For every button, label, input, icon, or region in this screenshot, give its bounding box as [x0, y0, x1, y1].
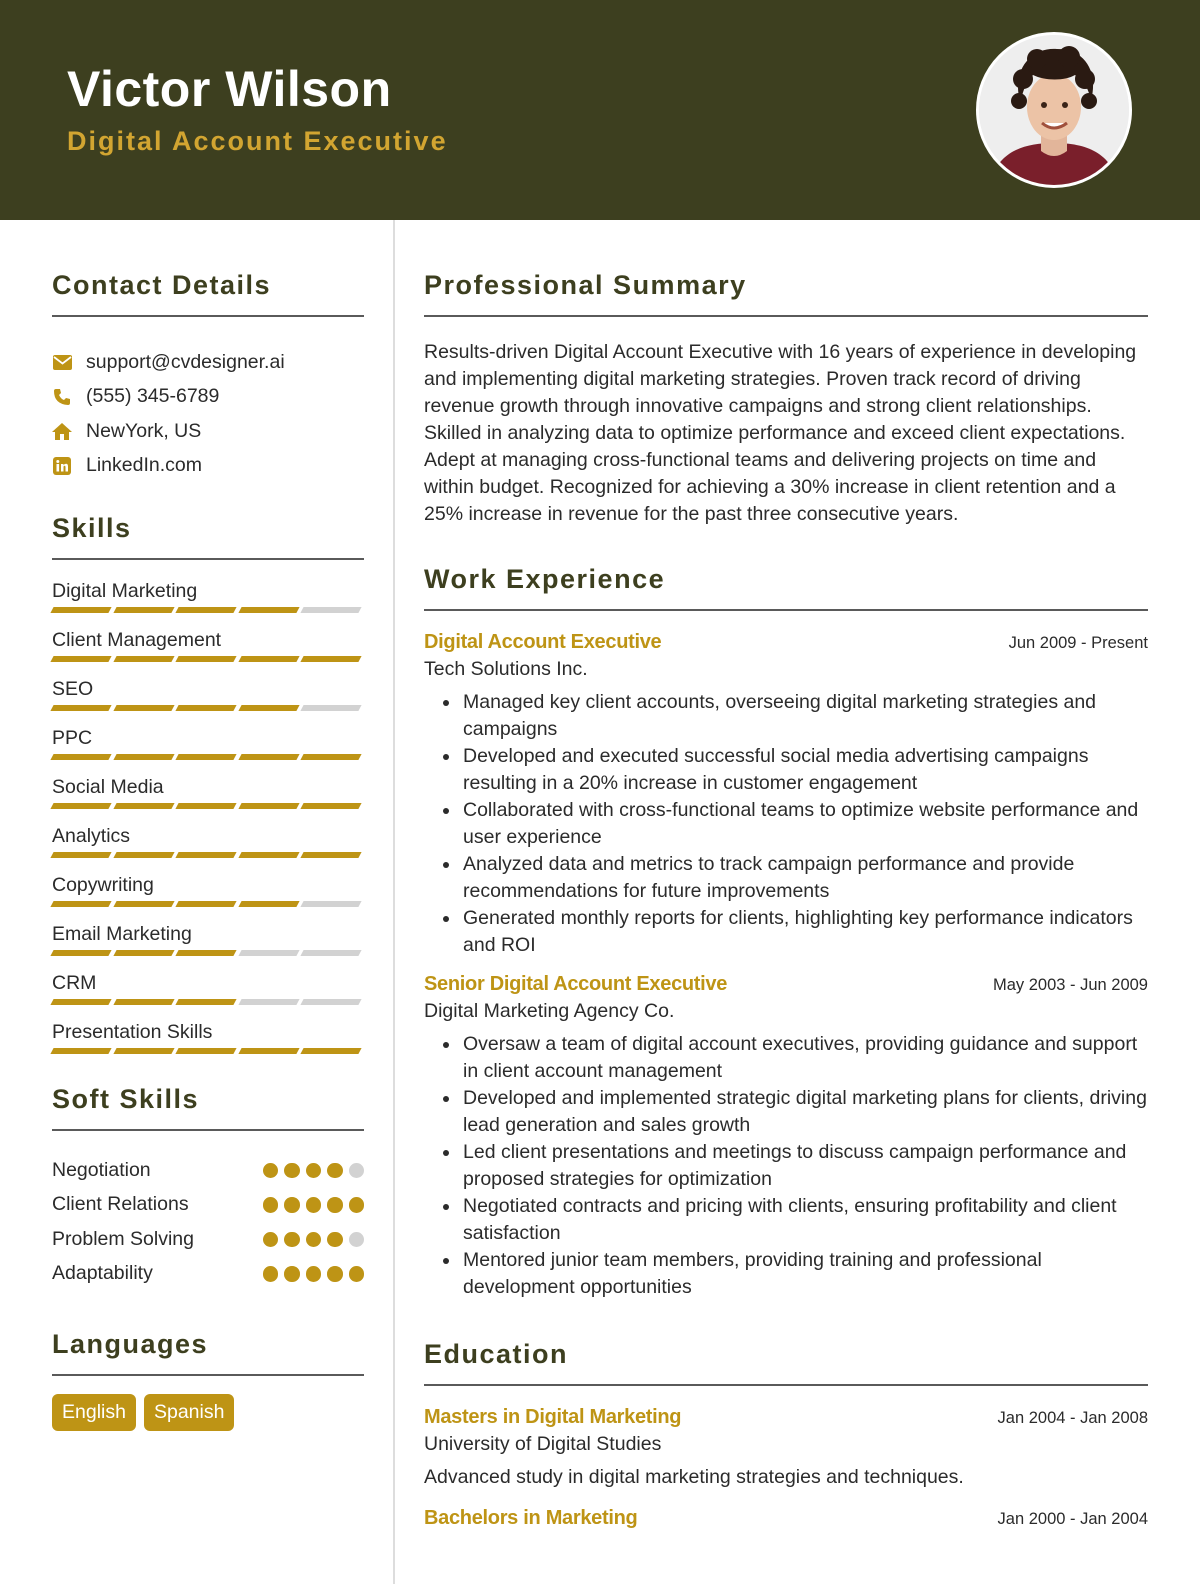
job-bullets [461, 689, 1148, 959]
job-bullet: • Negotiated contracts and pricing with clients, ensuring profitability and client satisfaction [461, 1193, 1148, 1247]
skill-level-segment [113, 705, 174, 711]
languages-section [52, 1329, 364, 1431]
summary-text: Results-driven Digital Account Executive with 16 years of experience in developing and implementing digital marketing strategies. Proven track record of driving revenue growth through innovative campaigns and strong client relationships. Skilled in analyzing data to optimize performance and exceed client expectations. Adept at managing cross-functional teams and delivering projects on time and within budget. Recognized for achieving a 30% increase in client retention and a 25% increase in revenue for the past three consecutive years. [424, 341, 1137, 525]
skill-name: SEO [52, 678, 94, 700]
soft-skill-rating [263, 1232, 365, 1248]
skills-heading: Skills [52, 513, 364, 560]
skill-item [52, 964, 364, 1013]
contact-heading: Contact Details [52, 270, 364, 317]
skill-level-segment [113, 852, 174, 858]
education-school: University of Digital Studies [424, 1433, 662, 1455]
contact-location [52, 414, 364, 449]
skill-level-segment [175, 705, 236, 711]
rating-dot [284, 1232, 300, 1248]
skill-level-segment [300, 1048, 361, 1054]
right-column [424, 220, 1148, 1530]
rating-dot [263, 1266, 279, 1282]
job-bullet: • Analyzed data and metrics to track campaign performance and provide recommendations for future improvements [461, 851, 1148, 905]
skill-level-bar [52, 803, 364, 809]
skill-level-bar [52, 999, 364, 1005]
summary-heading: Professional Summary [424, 270, 1148, 317]
education-degree: Masters in Digital Marketing [424, 1406, 682, 1428]
language-tag: English [52, 1394, 136, 1431]
contact-list [52, 345, 364, 483]
rating-dot [306, 1266, 322, 1282]
skill-item [52, 817, 364, 866]
soft-skill-name: Problem Solving [52, 1227, 194, 1250]
skill-item [52, 915, 364, 964]
contact-phone-text: (555) 345-6789 [86, 385, 220, 408]
soft-skill-rating [263, 1163, 365, 1179]
skill-level-segment [175, 803, 236, 809]
skill-name: Presentation Skills [52, 1021, 213, 1043]
skill-level-segment [238, 999, 299, 1005]
job-bullet: • Led client presentations and meetings to discuss campaign performance and proposed strategies for optimization [461, 1139, 1148, 1193]
education-description: Advanced study in digital marketing strategies and techniques. [424, 1466, 964, 1488]
skill-level-segment [50, 1048, 111, 1054]
home-icon [52, 421, 72, 441]
skill-level-bar [52, 705, 364, 711]
skill-level-segment [50, 803, 111, 809]
soft-skill-item [52, 1188, 364, 1223]
skill-item [52, 572, 364, 621]
language-tag: Spanish [144, 1394, 234, 1431]
rating-dot [306, 1232, 322, 1248]
soft-skill-item [52, 1257, 364, 1292]
skill-level-bar [52, 656, 364, 662]
skill-level-segment [175, 950, 236, 956]
left-column [52, 220, 364, 1431]
contact-email-text: support@cvdesigner.ai [86, 350, 285, 373]
skill-level-bar [52, 607, 364, 613]
skills-list [52, 572, 364, 1062]
education-degree: Bachelors in Marketing [424, 1507, 638, 1529]
job-bullet: • Managed key client accounts, overseeing digital marketing strategies and campaigns [461, 689, 1148, 743]
job-bullet: • Developed and executed successful social media advertising campaigns resulting in a 20% increase in customer engagement [461, 743, 1148, 797]
soft-skill-name: Client Relations [52, 1193, 189, 1216]
skill-name: Analytics [52, 825, 131, 847]
rating-dot [327, 1197, 343, 1213]
job-bullet: • Developed and implemented strategic digital marketing plans for clients, driving lead generation and sales growth [461, 1085, 1148, 1139]
education-section [424, 1339, 1148, 1530]
education-heading: Education [424, 1339, 1148, 1386]
skill-level-bar [52, 754, 364, 760]
skill-name: Client Management [52, 629, 222, 651]
skill-level-segment [238, 705, 299, 711]
skill-item [52, 866, 364, 915]
skill-level-segment [50, 607, 111, 613]
job-bullet: • Mentored junior team members, providing training and professional development opportunities [461, 1247, 1148, 1301]
skill-level-bar [52, 1048, 364, 1054]
skill-item [52, 670, 364, 719]
job-role: Digital Account Executive [424, 631, 662, 653]
skill-level-segment [50, 852, 111, 858]
skill-level-segment [50, 950, 111, 956]
job-bullet: • Collaborated with cross-functional teams to optimize website performance and user experience [461, 797, 1148, 851]
skill-level-segment [113, 999, 174, 1005]
skill-level-bar [52, 950, 364, 956]
contact-section [52, 270, 364, 483]
contact-email[interactable] [52, 345, 364, 380]
experience-section [424, 564, 1148, 1301]
rating-dot [306, 1197, 322, 1213]
skill-level-segment [175, 1048, 236, 1054]
skill-level-segment [238, 607, 299, 613]
soft-skill-name: Adaptability [52, 1262, 153, 1285]
skill-level-segment [175, 852, 236, 858]
skill-level-segment [50, 656, 111, 662]
rating-dot [327, 1266, 343, 1282]
job-bullet: • Generated monthly reports for clients, highlighting key performance indicators and ROI [461, 905, 1148, 959]
rating-dot [284, 1266, 300, 1282]
rating-dot [349, 1197, 365, 1213]
skill-item [52, 719, 364, 768]
skill-name: Digital Marketing [52, 580, 198, 602]
skill-level-segment [238, 1048, 299, 1054]
job-company: Tech Solutions Inc. [424, 658, 588, 680]
soft-skills-heading: Soft Skills [52, 1084, 364, 1131]
job-dates: May 2003 - Jun 2009 [992, 976, 1148, 994]
skill-name: Social Media [52, 776, 164, 798]
skill-level-segment [300, 607, 361, 613]
skill-level-segment [238, 803, 299, 809]
column-divider [393, 220, 395, 1584]
job-bullets [461, 1031, 1148, 1301]
skill-name: Copywriting [52, 874, 154, 896]
skill-level-segment [300, 901, 361, 907]
contact-phone[interactable] [52, 380, 364, 415]
rating-dot [327, 1232, 343, 1248]
skill-level-segment [113, 607, 174, 613]
contact-linkedin[interactable] [52, 449, 364, 484]
skill-level-segment [113, 1048, 174, 1054]
skill-level-segment [113, 656, 174, 662]
candidate-name: Victor Wilson [67, 61, 392, 117]
rating-dot [349, 1232, 365, 1248]
skill-level-segment [300, 656, 361, 662]
soft-skill-item [52, 1222, 364, 1257]
language-tags [52, 1394, 364, 1431]
profile-photo-icon [979, 35, 1129, 185]
skill-level-bar [52, 852, 364, 858]
skill-level-segment [300, 754, 361, 760]
skill-level-segment [113, 754, 174, 760]
skill-level-segment [300, 950, 361, 956]
soft-skill-name: Negotiation [52, 1158, 151, 1181]
job-dates: Jun 2009 - Present [1008, 634, 1148, 652]
skill-level-segment [300, 803, 361, 809]
skill-level-segment [175, 607, 236, 613]
skill-level-segment [238, 901, 299, 907]
job-entry [424, 631, 1148, 959]
phone-icon [52, 387, 72, 407]
job-entry [424, 973, 1148, 1301]
education-dates: Jan 2004 - Jan 2008 [997, 1409, 1148, 1427]
education-dates: Jan 2000 - Jan 2004 [997, 1510, 1148, 1528]
skills-section [52, 513, 364, 1062]
contact-location-text: NewYork, US [86, 419, 202, 442]
skill-level-segment [113, 950, 174, 956]
linkedin-icon [52, 456, 72, 476]
skill-level-bar [52, 901, 364, 907]
rating-dot [263, 1232, 279, 1248]
skill-level-segment [175, 656, 236, 662]
education-entry [424, 1507, 1148, 1530]
rating-dot [349, 1266, 365, 1282]
education-entry [424, 1406, 1148, 1489]
envelope-icon [52, 352, 72, 372]
skill-name: PPC [52, 727, 93, 749]
skill-level-segment [175, 754, 236, 760]
languages-heading: Languages [52, 1329, 364, 1376]
summary-section [424, 270, 1148, 528]
rating-dot [263, 1163, 279, 1179]
skill-level-segment [175, 901, 236, 907]
contact-linkedin-text: LinkedIn.com [86, 454, 202, 477]
skill-level-segment [238, 852, 299, 858]
skill-level-segment [50, 999, 111, 1005]
skill-level-segment [300, 705, 361, 711]
skill-level-segment [300, 999, 361, 1005]
rating-dot [284, 1197, 300, 1213]
job-role: Senior Digital Account Executive [424, 973, 728, 995]
skill-item [52, 621, 364, 670]
skill-level-segment [113, 803, 174, 809]
experience-heading: Work Experience [424, 564, 1148, 611]
rating-dot [327, 1163, 343, 1179]
skill-level-segment [175, 999, 236, 1005]
soft-skill-rating [263, 1266, 365, 1282]
skill-level-segment [238, 950, 299, 956]
skill-level-segment [50, 754, 111, 760]
skill-level-segment [238, 754, 299, 760]
rating-dot [263, 1197, 279, 1213]
skill-name: CRM [52, 972, 97, 994]
soft-skills-section [52, 1084, 364, 1291]
skill-level-segment [50, 705, 111, 711]
rating-dot [284, 1163, 300, 1179]
soft-skills-list [52, 1153, 364, 1291]
job-bullet: • Oversaw a team of digital account executives, providing guidance and support in client account management [461, 1031, 1148, 1085]
rating-dot [306, 1163, 322, 1179]
rating-dot [349, 1163, 365, 1179]
skill-level-segment [50, 901, 111, 907]
avatar [976, 32, 1132, 188]
skill-name: Email Marketing [52, 923, 192, 945]
soft-skill-rating [263, 1197, 365, 1213]
skill-level-segment [238, 656, 299, 662]
candidate-title: Digital Account Executive [67, 126, 448, 156]
job-company: Digital Marketing Agency Co. [424, 1000, 675, 1022]
skill-item [52, 768, 364, 817]
skill-level-segment [300, 852, 361, 858]
soft-skill-item [52, 1153, 364, 1188]
skill-item [52, 1013, 364, 1062]
skill-level-segment [113, 901, 174, 907]
resume-header [0, 0, 1200, 220]
